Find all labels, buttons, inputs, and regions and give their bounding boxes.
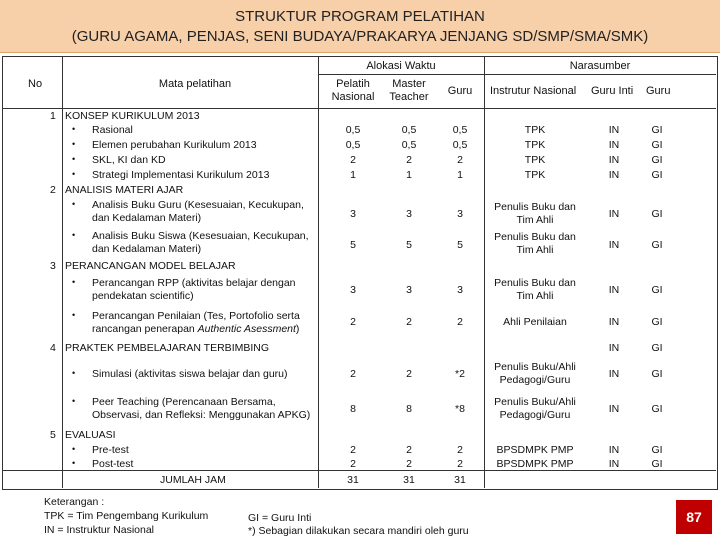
bullet: • — [72, 124, 76, 134]
cell-guru-inti: IN — [608, 139, 620, 151]
cell-instruktur-line-2: Tim Ahli — [516, 214, 554, 226]
cell-guru-inti: IN — [608, 342, 620, 354]
header-instruktur-nasional: Instrutur Nasional — [490, 85, 577, 97]
title-line-2: (GURU AGAMA, PENJAS, SENI BUDAYA/PRAKARYA JENJANG SD/SMP/SMA/SMK) — [71, 28, 649, 45]
cell-pelatih: 2 — [350, 316, 356, 328]
cell-master: 2 — [406, 458, 412, 470]
cell-instruktur: Ahli Penilaian — [503, 316, 567, 328]
bullet: • — [72, 277, 76, 287]
title-bar — [0, 0, 720, 53]
topic-text-line-2: Observasi, dan Refleksi: Menggunakan APKG) — [92, 409, 311, 421]
cell-guru-inti: IN — [608, 458, 620, 470]
cell-instruktur-line-1: Penulis Buku dan — [494, 201, 576, 213]
total-label: JUMLAH JAM — [160, 474, 226, 486]
row-number: 1 — [50, 110, 56, 122]
cell-guru-inti: IN — [608, 284, 620, 296]
cell-guru-inti: IN — [608, 154, 620, 166]
header-mata-pelatihan: Mata pelatihan — [158, 78, 232, 90]
cell-guru-2: GI — [651, 368, 663, 380]
cell-guru-2: GI — [651, 444, 663, 456]
cell-guru-inti: IN — [608, 124, 620, 136]
cell-pelatih: 2 — [350, 368, 356, 380]
topic-text-line-2: dan Kedalaman Materi) — [92, 212, 202, 224]
cell-instruktur-line-1: Penulis Buku dan — [494, 277, 576, 289]
cell-master: 8 — [406, 403, 412, 415]
cell-guru-2: GI — [651, 458, 663, 470]
cell-guru-2: GI — [651, 139, 663, 151]
cell-guru-2: GI — [651, 284, 663, 296]
cell-guru: 2 — [457, 316, 463, 328]
header-bottom-line — [2, 108, 716, 109]
cell-guru-2: GI — [651, 169, 663, 181]
cell-guru-2: GI — [651, 342, 663, 354]
header-guru-inti: Guru Inti — [591, 85, 634, 97]
cell-master: 2 — [406, 444, 412, 456]
cell-pelatih: 2 — [350, 458, 356, 470]
total-master: 31 — [403, 474, 415, 486]
topic-text-line-2: dan Kedalaman Materi) — [92, 243, 202, 255]
topic-text-line-2: pendekatan scientific) — [92, 290, 194, 302]
bullet: • — [72, 230, 76, 240]
cell-guru: 2 — [457, 154, 463, 166]
topic-text: Pre-test — [92, 444, 129, 456]
cell-guru-inti: IN — [608, 169, 620, 181]
cell-instruktur-line-2: Tim Ahli — [516, 290, 554, 302]
col-divider — [62, 56, 63, 488]
bullet: • — [72, 199, 76, 209]
bullet: • — [72, 139, 76, 149]
cell-pelatih: 8 — [350, 403, 356, 415]
cell-instruktur-line-1: Penulis Buku/Ahli — [494, 361, 576, 373]
header-narasumber: Narasumber — [569, 60, 631, 72]
cell-pelatih: 3 — [350, 208, 356, 220]
bullet: • — [72, 169, 76, 179]
topic-text: Elemen perubahan Kurikulum 2013 — [92, 139, 257, 151]
cell-instruktur: TPK — [524, 124, 546, 136]
topic-text: Post-test — [92, 458, 134, 470]
topic-text: SKL, KI dan KD — [92, 154, 166, 166]
topic-text-italic: Authentic Asessment — [197, 323, 296, 335]
bullet: • — [72, 368, 76, 378]
cell-guru: 0,5 — [452, 124, 468, 136]
topic-text-part: ) — [295, 323, 300, 335]
cell-master: 2 — [406, 154, 412, 166]
col-divider — [484, 56, 485, 488]
cell-instruktur-line-2: Tim Ahli — [516, 244, 554, 256]
cell-master: 2 — [406, 316, 412, 328]
cell-instruktur: TPK — [524, 139, 546, 151]
cell-master: 0,5 — [401, 124, 417, 136]
cell-guru: 5 — [457, 239, 463, 251]
cell-instruktur-line-2: Pedagogi/Guru — [499, 374, 571, 386]
section-title: KONSEP KURIKULUM 2013 — [65, 110, 200, 122]
row-number: 4 — [50, 342, 56, 354]
topic-text-line-1: Analisis Buku Guru (Kesesuaian, Kecukupan, — [92, 199, 304, 211]
cell-master: 5 — [406, 239, 412, 251]
section-title: ANALISIS MATERI AJAR — [65, 184, 184, 196]
topic-text-line-1: Analisis Buku Siswa (Kesesuaian, Kecukupan, — [92, 230, 309, 242]
notes-heading: Keterangan : — [44, 496, 105, 508]
cell-master: 0,5 — [401, 139, 417, 151]
cell-instruktur: TPK — [524, 169, 546, 181]
cell-master: 3 — [406, 284, 412, 296]
cell-instruktur-line-1: Penulis Buku/Ahli — [494, 396, 576, 408]
cell-master: 2 — [406, 368, 412, 380]
cell-master: 1 — [406, 169, 412, 181]
header-pelatih-nasional: Pelatih Nasional — [331, 78, 375, 103]
bullet: • — [72, 154, 76, 164]
cell-pelatih: 5 — [350, 239, 356, 251]
row-number: 2 — [50, 184, 56, 196]
cell-guru: *8 — [455, 403, 465, 415]
cell-guru-2: GI — [651, 208, 663, 220]
header-master-teacher: Master Teacher — [389, 78, 429, 103]
cell-guru-2: GI — [651, 154, 663, 166]
cell-guru: 0,5 — [452, 139, 468, 151]
topic-text-part: rancangan penerapan — [92, 323, 198, 335]
cell-pelatih: 0,5 — [345, 139, 361, 151]
row-number: 5 — [50, 429, 56, 441]
row-number: 3 — [50, 260, 56, 272]
section-title: PERANCANGAN MODEL BELAJAR — [65, 260, 236, 272]
topic-text-line-1: Peer Teaching (Perencanaan Bersama, — [92, 396, 276, 408]
cell-guru-inti: IN — [608, 208, 620, 220]
notes-gi: GI = Guru Inti — [248, 512, 312, 524]
header-guru: Guru — [447, 85, 473, 97]
bullet: • — [72, 396, 76, 406]
notes-in: IN = Instruktur Nasional — [44, 524, 155, 536]
bullet: • — [72, 458, 76, 468]
header-divider — [318, 74, 484, 75]
cell-pelatih: 2 — [350, 154, 356, 166]
cell-instruktur: BPSDMPK PMP — [496, 444, 574, 456]
col-divider — [318, 56, 319, 488]
cell-guru: 2 — [457, 458, 463, 470]
header-no: No — [28, 78, 43, 90]
cell-guru-inti: IN — [608, 239, 620, 251]
topic-text: Strategi Implementasi Kurikulum 2013 — [92, 169, 270, 181]
cell-guru-inti: IN — [608, 444, 620, 456]
section-title: EVALUASI — [65, 429, 116, 441]
cell-guru: 2 — [457, 444, 463, 456]
cell-pelatih: 3 — [350, 284, 356, 296]
title-line-1: STRUKTUR PROGRAM PELATIHAN — [235, 8, 485, 25]
cell-guru-inti: IN — [608, 368, 620, 380]
cell-instruktur: TPK — [524, 154, 546, 166]
notes-star: *) Sebagian dilakukan secara mandiri oleh guru — [248, 525, 469, 537]
topic-text: Rasional — [92, 124, 133, 136]
cell-master: 3 — [406, 208, 412, 220]
cell-guru-inti: IN — [608, 316, 620, 328]
cell-pelatih: 0,5 — [345, 124, 361, 136]
bullet: • — [72, 310, 76, 320]
header-divider — [484, 74, 716, 75]
total-guru: 31 — [454, 474, 466, 486]
cell-instruktur-line-1: Penulis Buku dan — [494, 231, 576, 243]
cell-pelatih: 1 — [350, 169, 356, 181]
section-title: PRAKTEK PEMBELAJARAN TERBIMBING — [65, 342, 270, 354]
topic-text-line-1: Perancangan Penilaian (Tes, Portofolio serta — [92, 310, 300, 322]
cell-pelatih: 2 — [350, 444, 356, 456]
cell-guru-2: GI — [651, 403, 663, 415]
topic-text-line-2 — [92, 323, 299, 336]
cell-guru-2: GI — [651, 239, 663, 251]
cell-guru: 3 — [457, 284, 463, 296]
cell-guru: 3 — [457, 208, 463, 220]
header-guru-2: Guru — [646, 85, 671, 97]
total-pelatih: 31 — [347, 474, 359, 486]
cell-guru-inti: IN — [608, 403, 620, 415]
cell-guru-2: GI — [651, 316, 663, 328]
page-number: 87 — [676, 500, 712, 534]
notes-tpk: TPK = Tim Pengembang Kurikulum — [44, 510, 209, 522]
cell-instruktur-line-2: Pedagogi/Guru — [499, 409, 571, 421]
cell-guru: 1 — [457, 169, 463, 181]
cell-guru-2: GI — [651, 124, 663, 136]
cell-instruktur: BPSDMPK PMP — [496, 458, 574, 470]
cell-guru: *2 — [455, 368, 465, 380]
topic-text-line-1: Perancangan RPP (aktivitas belajar dengan — [92, 277, 296, 289]
bullet: • — [72, 444, 76, 454]
topic-text: Simulasi (aktivitas siswa belajar dan guru) — [92, 368, 288, 380]
header-alokasi-waktu: Alokasi Waktu — [366, 60, 436, 72]
